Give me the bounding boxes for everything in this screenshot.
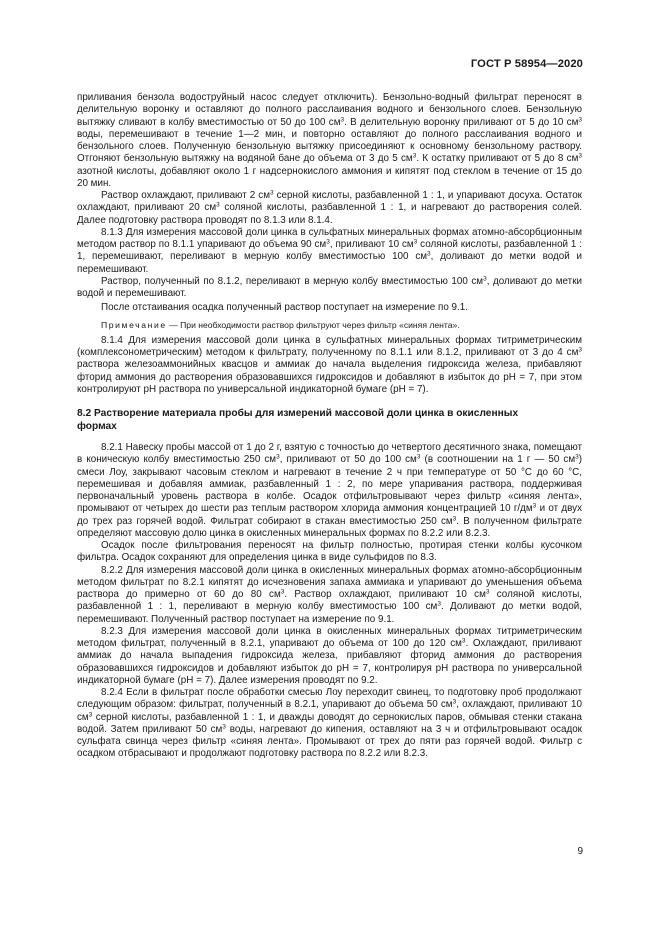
document-header-id: ГОСТ Р 58954—2020 [470,58,583,70]
document-body [77,92,582,761]
superscript: 3 [575,453,579,461]
body-paragraph: Раствор охлаждают, приливают 2 $см^3$ серной кислоты, разбавленной 1 : 1, и упаривают досуха. Остаток охлаждают, приливают 20 $см^3$ соляной кислоты, разбавленной 1 : 1, и нагревают до растворения солей. Далее подготовку раствора проводят по 8.1.3 или 8.1.4. [77,189,582,226]
superscript: 3 [452,515,457,522]
superscript: 3 [461,637,466,645]
superscript: 3 [216,201,220,209]
superscript: 3 [326,238,330,246]
page-number: 9 [577,846,583,857]
body-paragraph: Осадок после фильтрования переносят на фильтр полностью, протирая стенки колбы кусочком фильтра. Осадок сохраняют для определения цинка в виде сульфидов по 8.3. [77,540,582,564]
note-label: Примечание [101,319,167,330]
superscript: 3 [578,116,582,123]
superscript: 3 [485,588,490,596]
body-paragraph: 8.1.4 Для измерения массовой доли цинка в сульфатных минеральных формах титриметрическим (комплексонометрическим) методом к фильтрату, полученному по 8.1.1 или 8.1.2, приливают от 3 до 4 $см^3$ раствора железоаммонийных квасцов и аммиак до начала выделения гидроксида железа, прибавляют фторид аммония до растворения образовавшихся гидроксидов и добавляют в избыток до pH = 7, при этом контролируют pH раствора по универсальной индикаторной бумаге (pH = 7). [77,334,582,395]
body-paragraph: 8.1.3 Для измерения массовой доли цинка в сульфатных минеральных формах атомно-абсорбционным методом раствор по 8.1.1 упаривают до объема 90 $см^3$, приливают 10 $см^3$ соляной кислоты, разбавленной 1 : 1, перемешивают, переливают в мерную колбу вместимостью 100 $см^3$, доливают до метки водой и перемешивают. [77,226,582,275]
superscript: 3 [340,116,345,123]
superscript: 3 [483,275,487,283]
section-heading [77,408,582,433]
superscript: 3 [578,346,582,354]
body-paragraph: 8.2.4 Если в фильтрат после обработки смесью Лоу переходит свинец, то подготовку проб продолжают следующим образом: фильтрат, полученный в 8.2.1, упаривают до объема 50 $см^3$, охлаждают, приливают 10 $см^3$ серной кислоты, разбавленной 1 : 1, и дважды доводят до сернокислых паров, обмывая стенки стакана водой. Затем приливают 50 $см^3$ воды, нагревают до кипения, оставляют на 3 ч и отфильтровывают осадок сульфата свинца через фильтр «синяя лента». Промывают от трех до пяти раз горячей водой. Фильтр с осадком отбрасывают и продолжают подготовку раствора по 8.2.2 или 8.2.3. [77,687,582,760]
section-heading-line: 8.2 Растворение материала пробы для измерений массовой доли цинка в окисленных [77,408,519,419]
note-paragraph: Примечание — При необходимости раствор фильтруют через фильтр «синяя лента». [101,319,460,330]
body-paragraph: приливания бензола водоструйный насос следует отключить). Бензольно-водный фильтрат переносят в делительную воронку и оставляют до полного расслаивания водного и бензольного слоев. Бензольную вытяжку сливают в колбу вместимостью от 50 до 100 $см^3$. В делительную воронку приливают от 5 до 10 $см^3$ воды, перемешивают в течение 1—2 мин, и повторно оставляют до полного расслаивания водного и бензольного слоев. Полученную бензольную вытяжку присоединяют к основному бензольному раствору. Отгоняют бензольную вытяжку на водяной бане до объема от 3 до 5 $см^3$. К остатку приливают от 5 до 8 $см^3$ азотной кислоты, добавляют около 1 г надсернокислого аммония и кипятят под стеклом в течение от 15 до 20 мин. [77,92,582,189]
section-heading-line: формах [77,420,117,432]
body-paragraph: 8.2.1 Навеску пробы массой от 1 до 2 г, взятую с точностью до четвертого десятичного знака, помещают в коническую колбу вместимостью 250 $см^3$, приливают от 50 до 100 $см^3$ (в соотношении на 1 г — 50 $см^3$) смеси Лоу, закрывают часовым стеклом и нагревают в течение 2 ч при температуре от 50 °С до 60 °С, перемешивая и добавляя аммиак, разбавленный 1 : 2, по мере упаривания раствора, поддерживая первоначальный уровень раствора в колбе. Осадок отфильтровывают через фильтр «синяя лента», промывают от четырех до шести раз теплым раствором хлорида аммония концентрацией 10 $г/дм^3$ и от двух до трех раз горячей водой. Фильтрат собирают в стакан вместимостью 250 $см^3$. В полученном фильтрате определяют массовую долю цинка в окисленных минеральных формах по 8.2.2 или 8.2.3. [77,442,582,539]
superscript: 3 [222,723,226,731]
superscript: 3 [437,600,441,608]
body-paragraph: Раствор, полученный по 8.1.2, переливают в мерную колбу вместимостью 100 $см^3$, доливают до метки водой и перемешивают. [77,275,582,299]
superscript: 3 [412,152,417,160]
superscript: 3 [416,453,421,461]
superscript: 3 [276,453,280,461]
superscript: 3 [269,189,274,197]
superscript: 3 [88,711,93,718]
superscript: 3 [578,152,582,160]
superscript: 3 [413,238,418,246]
body-paragraph: 8.2.3 Для измерения массовой доли цинка в окисленных минеральных формах титриметрическим методом фильтрат, полученный в 8.2.1, упаривают до объема от 100 до 120 $см^3$. Охлаждают, приливают аммиак до начала выпадения гидроксида железа, прибавляют фторид аммония до растворения образовавшихся гидроксидов и добавляют избыток до pH = 7, контролируя pH раствора по универсальной индикаторной бумаге (pH = 7). Далее измерения проводят по 9.2. [77,625,583,686]
body-paragraph: После отстаивания осадка полученный раствор поступает на измерение по 9.1. [101,302,468,314]
superscript: 3 [280,588,285,596]
superscript: 3 [532,502,537,510]
superscript: 3 [427,250,431,258]
body-paragraph: 8.2.2 Для измерения массовой доли цинка в окисленных минеральных формах атомно-абсорбционным методом фильтрат по 8.2.1 кипятят до исчезновения запаха аммиака и упаривают до уменьшения объема раствора до примерно от 60 до 80 $см^3$. Раствор охлаждают, приливают 10 $см^3$ соляной кислоты, разбавленной 1 : 1, переливают в мерную колбу вместимостью 100 $см^3$. Доливают до метки водой, перемешивают. Полученный раствор поступает на измерение по 9.1. [77,564,583,625]
superscript: 3 [452,698,457,706]
